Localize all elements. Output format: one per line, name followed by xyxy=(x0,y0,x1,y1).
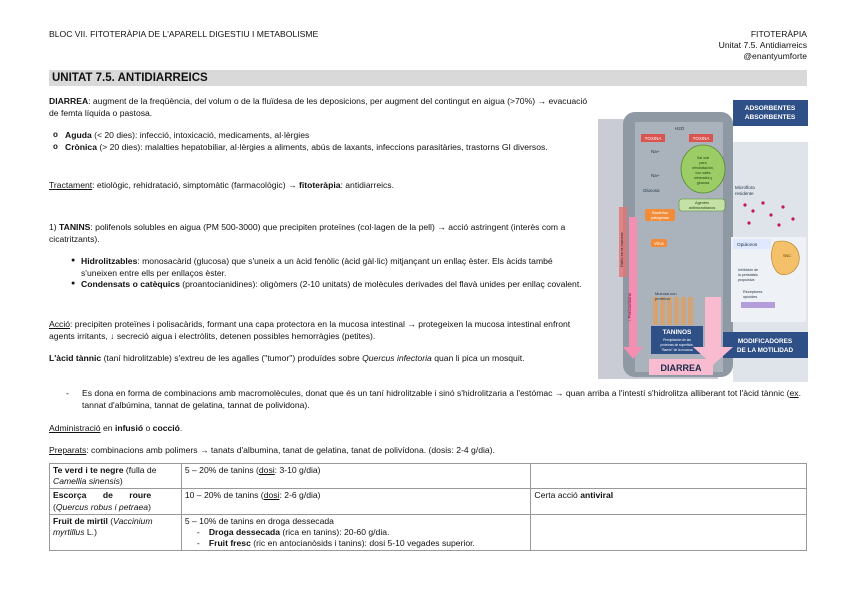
administracio-text: en xyxy=(100,423,115,433)
plant-desc-cell xyxy=(181,514,531,551)
oral-salt-text-4: con sales xyxy=(695,171,711,175)
oral-salt-text-2: para xyxy=(699,161,707,165)
plant-name-cell xyxy=(50,489,182,514)
diarrea-types-list xyxy=(49,130,589,153)
antimicrobial-label-1: Agentes xyxy=(695,201,709,205)
plant-name-rest: ( xyxy=(107,515,114,526)
plants-table xyxy=(49,463,807,551)
plant-note-cell xyxy=(531,489,807,514)
administracio-label: Administració xyxy=(49,423,101,433)
receptor-strip xyxy=(741,302,775,308)
plant-note: Certa acció xyxy=(534,490,581,501)
acid-tanic-text2: quan li pica un mosquit. xyxy=(431,353,525,363)
tractament xyxy=(49,180,589,192)
accio xyxy=(49,319,589,342)
table-row xyxy=(50,489,807,514)
tanin-type-text: : monosacàrid (glucosa) que s'uneix a un àcid fenòlic (àcid gàl·lic) mitjançant un enllaç èster. Els àcids també s'uneixen entre ells per enllaços èster. xyxy=(81,256,553,278)
tanins-prefix: 1) xyxy=(49,222,60,232)
antidiarrheal-figure xyxy=(593,97,808,387)
sub-text: (ric en antocianòsids i tanins): dosi 5-10 vegades superior. xyxy=(250,538,475,549)
plant-name-rest: ( xyxy=(53,501,56,512)
header-subject: FITOTERÀPIA xyxy=(750,29,807,39)
type-term: Aguda xyxy=(65,130,92,140)
taninos-label: TANINOS xyxy=(662,329,692,336)
plant-name-cell xyxy=(50,464,182,489)
tanin-types-list xyxy=(49,256,589,291)
diarrea-definition xyxy=(49,96,589,119)
plant-name-rest: (fulla de xyxy=(123,465,157,475)
taninos-sub-1: Precipitación de las xyxy=(663,338,691,342)
administracio-coccio: cocció xyxy=(152,423,180,433)
plant-desc-dosi: dosi xyxy=(258,465,275,475)
toxina-label-2: TOXINA xyxy=(692,136,710,141)
oral-salt-text-3: rehidratación, xyxy=(692,166,714,170)
plant-desc: 5 – 20% de tanins ( xyxy=(184,465,259,475)
modificadores-label-2: DE LA MOTILIDAD xyxy=(736,347,794,354)
sub-bold: Droga dessecada xyxy=(208,526,281,537)
plant-desc-dosi: dosi xyxy=(263,490,280,501)
plant-note-cell xyxy=(531,514,807,551)
acid-note-ex: ex xyxy=(789,388,799,398)
plant-desc-cell xyxy=(181,489,531,514)
acid-note-list xyxy=(66,388,807,411)
tanin-type-term: Condensats o catèquics xyxy=(81,279,180,290)
plant-name-end: ) xyxy=(119,476,123,487)
type-text: (> 20 dies): malalties hepatobiliar, al·lèrgies a aliments, abús de laxants, infeccions parasitàries, trastorns GI diversos. xyxy=(97,141,548,152)
table-row xyxy=(50,464,807,489)
tanins-term: TANINS xyxy=(59,222,91,232)
plant-desc: 10 – 20% de tanins ( xyxy=(184,490,264,501)
sub-text: (rica en tanins): 20-60 g/dia. xyxy=(280,526,390,537)
header-right xyxy=(719,29,807,63)
header-unit: Unitat 7.5. Antidiarreics xyxy=(718,40,807,51)
villus xyxy=(681,297,686,325)
unit-title: UNITAT 7.5. ANTIDIARREICS xyxy=(52,72,208,84)
receptores-label-2: opioides xyxy=(743,295,758,299)
preparats xyxy=(49,445,807,457)
microflora-label-2: residente xyxy=(735,191,754,196)
acid-tanic xyxy=(49,353,589,365)
glucosa-label: Glucosa xyxy=(643,188,660,193)
tanins-definition xyxy=(49,222,589,245)
type-text: (< 20 dies): infecció, intoxicació, medicaments, al·lèrgies xyxy=(91,130,310,140)
tractament-text: : etiològic, rehidratació, simptomàtic (farmacològic) → xyxy=(92,180,299,190)
villus xyxy=(688,297,693,325)
tractament-label: Tractament xyxy=(49,180,93,190)
plant-note-bold: antiviral xyxy=(580,490,614,501)
administracio-end: . xyxy=(179,423,183,433)
villus xyxy=(660,297,665,325)
modificadores-label-1: MODIFICADORES xyxy=(737,338,793,345)
diarrea-figure-label: DIARREA xyxy=(660,363,702,373)
header-author: @enantyumforte xyxy=(743,51,807,62)
acid-tanic-term: L'àcid tànnic xyxy=(49,353,102,363)
type-term: Crònica xyxy=(65,141,97,152)
snc-label: SNC xyxy=(782,254,792,258)
bacteria-label-1: Bacterias xyxy=(652,211,668,215)
dot xyxy=(761,201,764,204)
tanins-text: : polifenols solubles en aigua (PM 500-3000) que precipiten proteïnes (col·lagen de la pell) → acció astringent (interès com a cicatritzants). xyxy=(49,222,566,244)
list-item xyxy=(193,527,528,538)
modificadores-box xyxy=(723,332,808,358)
adsorbents-box xyxy=(733,100,808,126)
tractament-bold: fitoteràpia xyxy=(298,180,341,190)
virus-label: Virus xyxy=(654,241,664,246)
sub-bold: Fruit fresc xyxy=(208,538,251,549)
tractament-end: : antidiarreics. xyxy=(340,180,394,190)
antimicrobial-label-2: antimicrobianos xyxy=(688,206,716,210)
na-label-2: Na+ xyxy=(651,173,660,178)
header-left: BLOC VII. FITOTERÀPIA DE L'APARELL DIGESTIU I METABOLISME xyxy=(49,29,319,39)
tanin-type-text: (proantocianidines): oligòmers (2-10 unitats) de molècules derivades del flavà unides per enllaç covalent. xyxy=(179,279,582,290)
table-row xyxy=(50,514,807,551)
peristalsis-label: ↑ Peristaltismo xyxy=(627,292,632,322)
administracio-mid: o xyxy=(143,423,153,433)
plant-species: Camellia sinensis xyxy=(53,476,120,487)
adsorbents-label-1: ADSORBENTES xyxy=(744,105,796,112)
villus xyxy=(667,297,672,325)
dot xyxy=(769,213,772,216)
dano-label: Daño en la mucosa xyxy=(619,232,624,267)
villus xyxy=(653,297,658,325)
acid-note-text1: Es dona en forma de combinacions amb macromolècules, donat que és un taní hidrolitzable i sinó s'hidrolitzaria a l'estómac → quan arriba a l'intestí s'hidrolitza alliberant tot l'àcid tànnic ( xyxy=(82,388,790,398)
mucosa-label-2: proteína xyxy=(655,296,670,301)
plant-name: Escorça de roure xyxy=(53,490,152,501)
preparats-label: Preparats xyxy=(49,445,87,455)
microflora-label-1: Microflora xyxy=(735,185,755,190)
administracio-infusio: infusió xyxy=(114,423,144,433)
diarrea-text: : augment de la freqüència, del volum o de la fluïdesa de les deposicions, per augment del contingut en aigua (>70%) → evacuació de femta líquida o pastosa. xyxy=(49,96,588,118)
list-item xyxy=(49,130,589,142)
acid-note-text2: . tannat d'albúmina, tannat de gelatina, tannat de polividona). xyxy=(82,388,801,410)
acid-tanic-species: Quercus infectoria xyxy=(362,353,432,363)
taninos-sub-2: proteínas de superficie. xyxy=(660,343,694,347)
plant-sub-list xyxy=(185,527,528,549)
adsorbents-label-2: ABSORBENTES xyxy=(744,114,796,121)
plant-name: Te verd i te negre xyxy=(53,465,124,475)
acid-tanic-text1: (taní hidrolitzable) s'extreu de les agalles ("tumor") produïdes sobre xyxy=(101,353,363,363)
plant-desc: 5 – 10% de tanins en droga dessecada xyxy=(184,515,334,526)
dot xyxy=(751,209,754,212)
dot xyxy=(781,205,784,208)
plant-desc-end: : 3-10 g/dia) xyxy=(274,465,321,475)
plant-species: Quercus robus i petraea xyxy=(55,501,149,512)
accio-text: : precipiten proteïnes i polisacàrids, formant una capa protectora en la mucosa intestinal → protegeixen la mucosa intestinal enfront agents irritants, ↓ secreció aigua i electròlits, detenen possibles hemorràgies (petites). xyxy=(49,319,571,341)
bacteria-label-2: patógenas xyxy=(651,216,669,220)
opiaceos-label: Opiáceos xyxy=(737,243,758,248)
plant-name-cell xyxy=(50,514,182,551)
list-item xyxy=(193,538,528,549)
plant-note-cell xyxy=(531,464,807,489)
taninos-sub-3: "Barniz" de la mucosa xyxy=(661,348,693,352)
plant-desc-cell xyxy=(181,464,531,489)
dot xyxy=(747,221,750,224)
list-item xyxy=(49,142,589,154)
inhibition-label-3: propulsiva xyxy=(738,278,755,282)
inhibition-label-1: Inhibición de xyxy=(738,268,759,272)
tanin-type-term: Hidrolitzables xyxy=(81,256,138,266)
receptores-label-1: Receptores xyxy=(743,290,763,294)
oral-salt-text-6: glucosa xyxy=(696,181,710,185)
list-item xyxy=(65,279,589,291)
plant-desc-end: : 2-6 g/dia) xyxy=(279,490,321,501)
villus xyxy=(674,297,679,325)
list-item xyxy=(66,388,807,411)
list-item xyxy=(65,256,589,279)
dot xyxy=(791,217,794,220)
diarrea-term: DIARREA xyxy=(49,96,89,106)
accio-label: Acció xyxy=(49,319,71,329)
plant-species: Vaccinium myrtillus xyxy=(53,515,153,537)
plant-name-end: L.) xyxy=(84,526,97,537)
plant-name: Fruit de mirtil xyxy=(53,515,108,526)
administracio xyxy=(49,423,589,435)
dot xyxy=(743,203,746,206)
oral-salt-text-5: minerales y xyxy=(693,176,713,180)
na-label-1: Na+ xyxy=(651,149,660,154)
preparats-text: : combinacions amb polimers → tanats d'albumina, tanat de gelatina, tanat de polivídona. (dosis: 2-4 g/dia). xyxy=(86,445,495,455)
oral-salt-text-1: Sal oral xyxy=(696,156,710,160)
inhibition-label-2: la peristalsis xyxy=(738,273,758,277)
mucosa-label: Mucosa con xyxy=(655,291,677,296)
toxina-label-1: TOXINA xyxy=(644,136,662,141)
h2o-label: H2O xyxy=(675,126,685,131)
dot xyxy=(777,223,780,226)
plant-name-end: ) xyxy=(148,501,151,512)
